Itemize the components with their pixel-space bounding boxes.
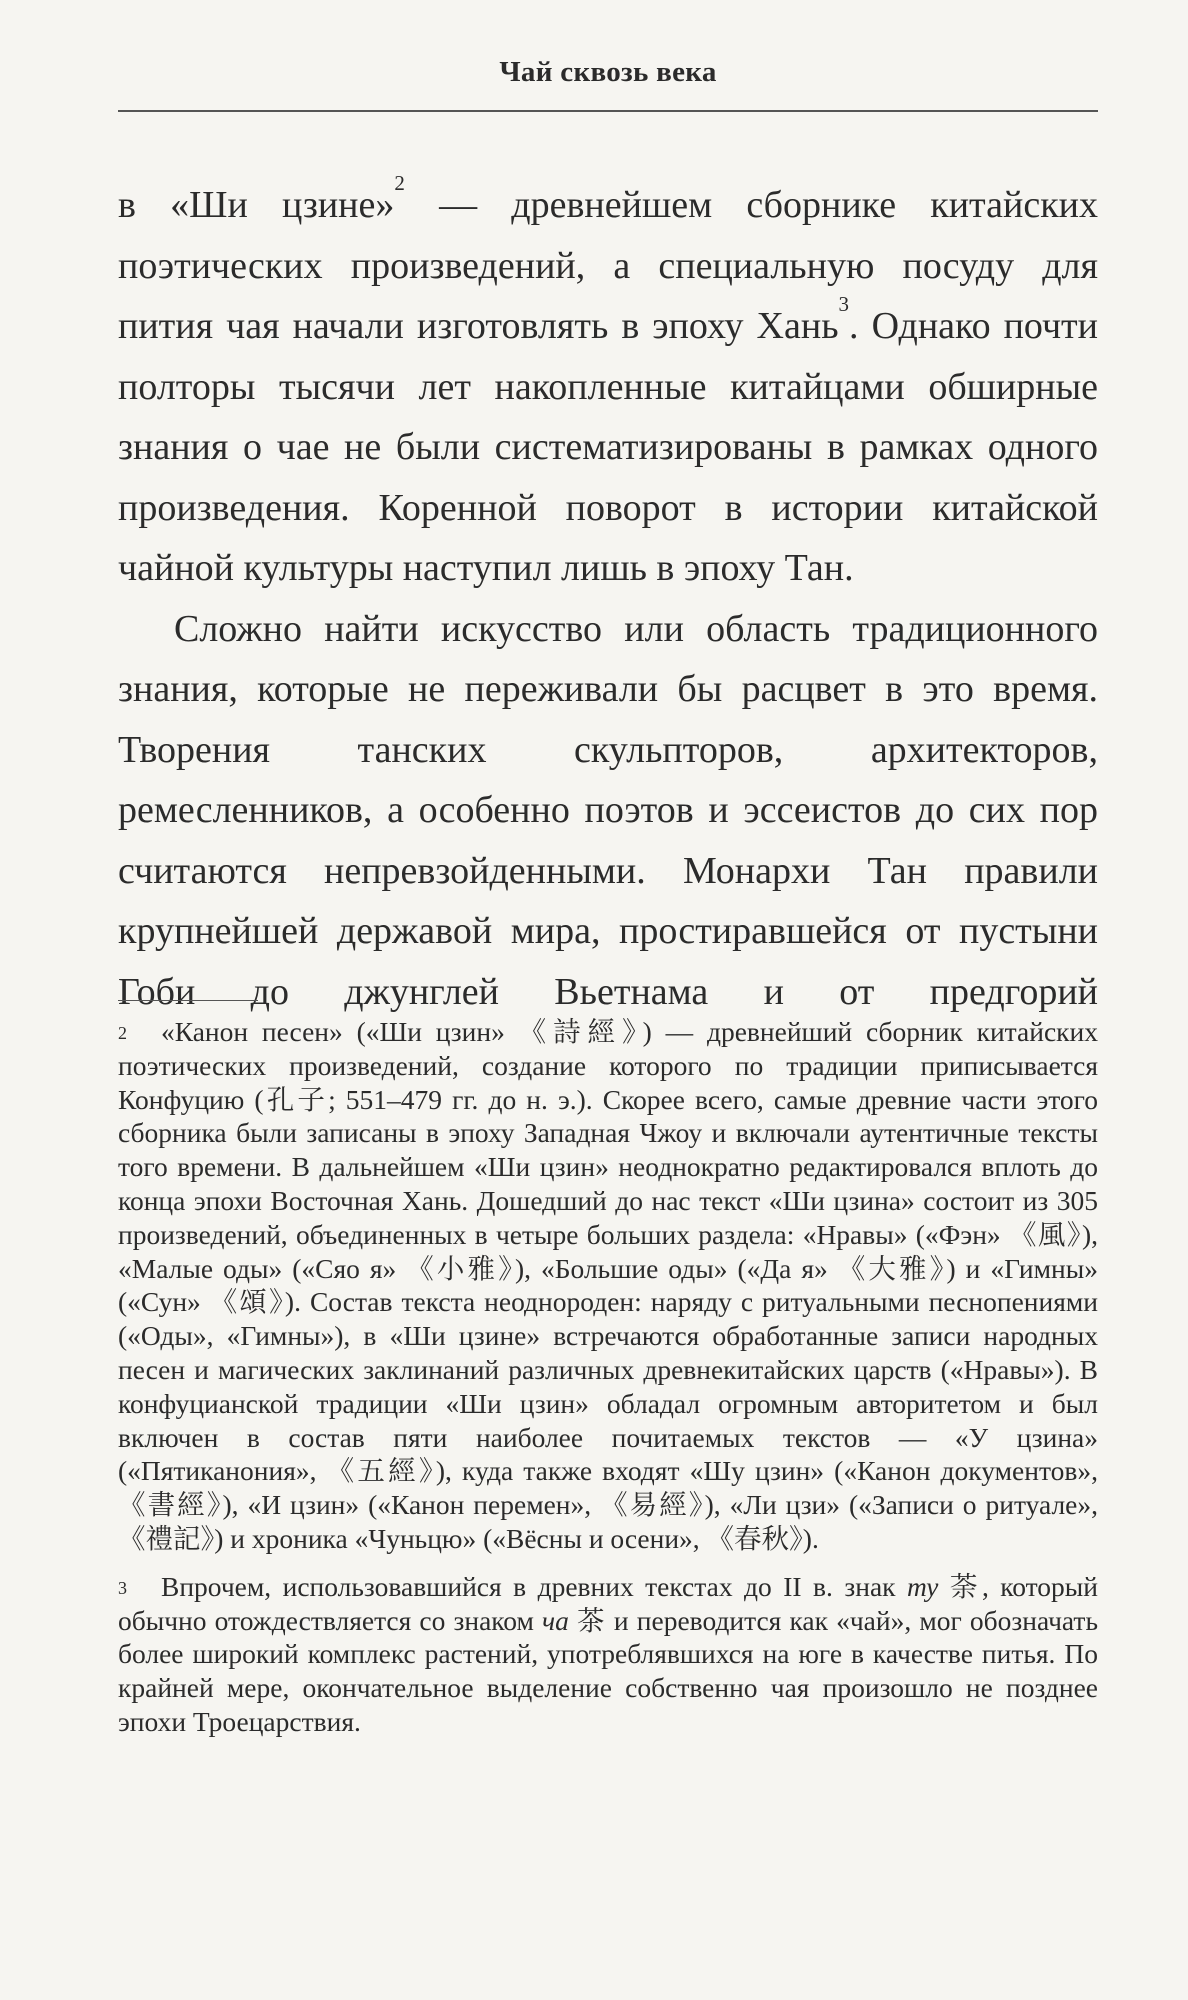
footnote-number: 2 — [118, 1023, 127, 1043]
paragraph-1-text-a: в «Ши цзине» — [118, 184, 395, 226]
footnote-ref-2: 2 — [394, 171, 405, 195]
footnote-3 — [118, 1570, 1098, 1739]
footnote-text-b: 荼, который обычно отождествляется со знаком — [118, 1570, 1099, 1636]
running-head: Чай сквозь века — [499, 56, 717, 88]
footnote-ref-3: 3 — [838, 292, 850, 316]
footnote-text-c: 茶 и переводится как «чай», мог обозначать более широкий комплекс растений, употреблявшихся на юге в качестве питья. По крайней мере, окончательное выделение собственно чая произошло не позднее эпохи Троецарствия. — [118, 1604, 1098, 1737]
footnotes — [118, 1015, 1098, 1739]
header-rule — [118, 110, 1098, 112]
footnote-2 — [118, 1015, 1098, 1556]
footnote-text: «Канон песен» («Ши цзин» 《詩經》) — древнейший сборник китайских поэтических произведений, создание которого по традиции приписывается Конфуцию (孔子; 551–479 гг. до н. э.). Скорее всего, самые древние части этого сборника были записаны в эпоху Западная Чжоу и включали аутентичные тексты того времени. В дальнейшем «Ши цзин» неоднократно редактировался вплоть до конца эпохи Восточная Хань. Дошедший до нас текст «Ши цзина» состоит из 305 произведений, объединенных в четыре больших раздела: «Нравы» («Фэн» 《風》), «Малые оды» («Сяо я» 《小雅》), «Большие оды» («Да я» 《大雅》) и «Гимны» («Сун» 《頌》). Состав текста неоднороден: наряду с ритуальными песнопениями («Оды», «Гимны»), в «Ши цзине» встречаются обработанные записи народных песен и магических заклинаний различных древнекитайских царств («Нравы»). В конфуцианской традиции «Ши цзин» обладал огромным авторитетом и был включен в состав пяти наиболее почитаемых текстов — «У цзина» («Пятиканония», 《五經》), куда также входят «Шу цзин» («Канон документов», 《書經》), «И цзин» («Канон перемен», 《易經》), «Ли цзи» («Записи о ритуале», 《禮記》) и хроника «Чуньцю» («Вёсны и осени», 《春秋》). — [118, 1016, 1098, 1554]
footnote-text-a: Впрочем, использовавшийся в древних текстах до II в. знак — [161, 1570, 907, 1602]
paragraph-1 — [118, 171, 1099, 599]
footnote-number: 3 — [118, 1577, 127, 1598]
main-text — [118, 171, 1099, 1022]
term-tu: ту — [907, 1570, 939, 1602]
paragraph-1-text-c: . Однако почти полторы тысячи лет накопленные китайцами обширные знания о чае не были систематизированы в рамках одного произведения. Коренной поворот в истории китайской чайной культуры наступил лишь в эпоху Тан. — [118, 305, 1099, 589]
footnote-rule — [118, 1000, 258, 1001]
term-cha: ча — [542, 1604, 569, 1636]
paragraph-2: Сложно найти искусство или область традиционного знания, которые не переживали бы расцвет в это время. Творения танских скульпторов, архитекторов, ремесленников, а особенно поэтов и эссеистов до сих пор считаются непревзойденными. Монархи Тан правили крупнейшей державой мира, простиравшейся от пустыни Гоби до джунглей Вьетнама и от предгорий — [118, 607, 1098, 1013]
paragraph-1-text-b: — древнейшем сборнике китайских поэтических произведений, а специальную посуду для пития чая начали изготовлять в эпоху Хань — [118, 184, 1098, 347]
